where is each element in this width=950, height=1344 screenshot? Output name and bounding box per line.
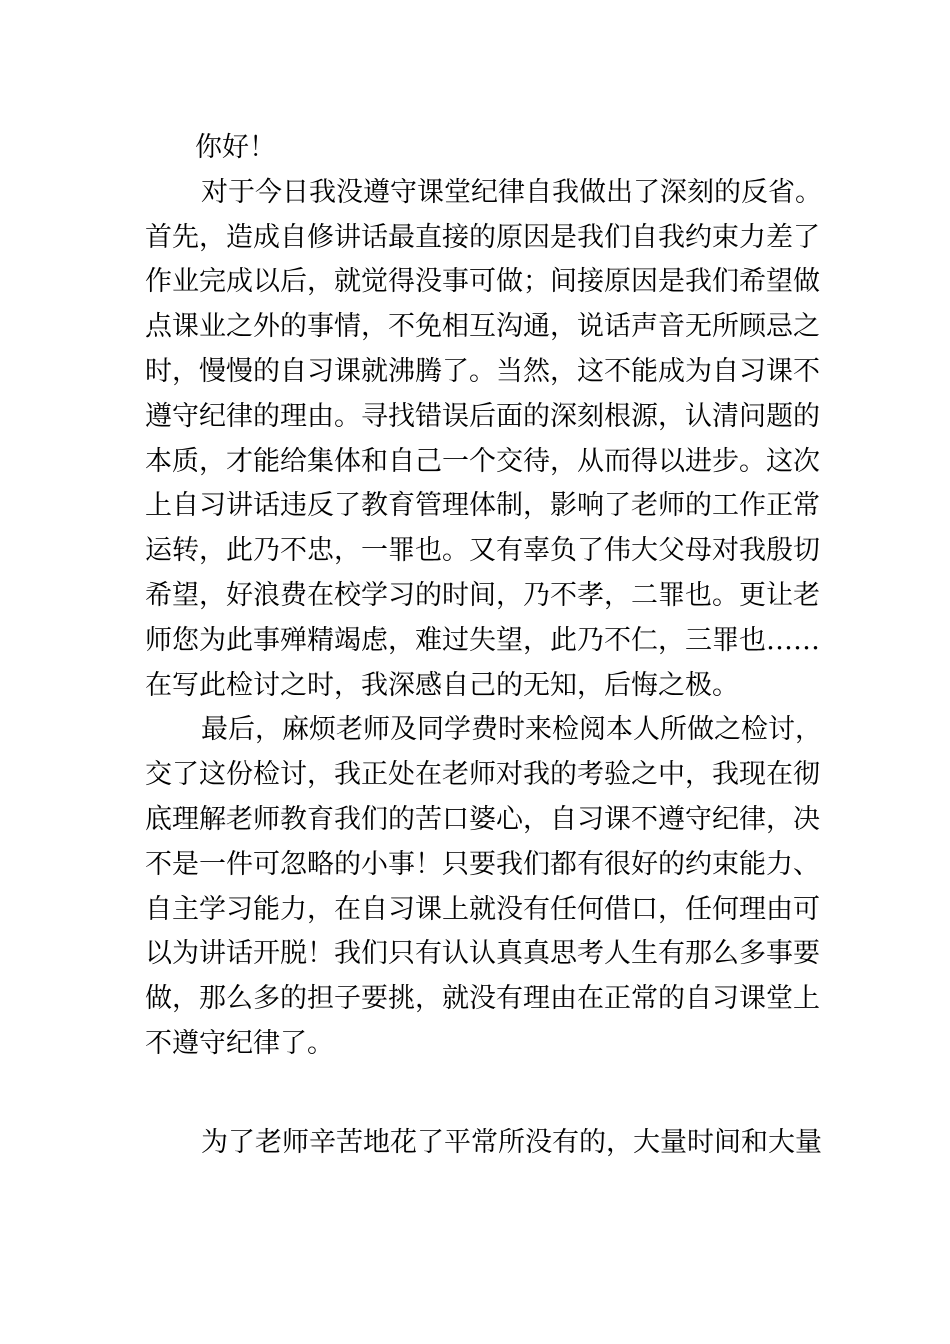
paragraph-line: 点课业之外的事情，不免相互沟通，说话声音无所顾忌之 xyxy=(145,311,820,343)
paragraph-line: 运转，此乃不忠，一罪也。又有辜负了伟大父母对我殷切 xyxy=(145,535,820,567)
paragraph-line: 不是一件可忽略的小事！只要我们都有很好的约束能力、 xyxy=(145,848,820,880)
letter-body xyxy=(145,126,822,1166)
paragraph-line: 不遵守纪律了。 xyxy=(145,1027,334,1059)
paragraph-spacer xyxy=(145,1067,815,1121)
paragraph-line: 本质，才能给集体和自己一个交待，从而得以进步。这次 xyxy=(145,445,820,477)
paragraph-line: 以为讲话开脱！我们只有认认真真思考人生有那么多事要 xyxy=(145,938,820,970)
paragraph-line: 在写此检讨之时，我深感自己的无知，后悔之极。 xyxy=(145,669,739,701)
paragraph-line: 希望，好浪费在校学习的时间，乃不孝，二罪也。更让老 xyxy=(145,579,820,611)
paragraph-line: 最后，麻烦老师及同学费时来检阅本人所做之检讨， xyxy=(201,714,822,746)
paragraph-line: 上自习讲话违反了教育管理体制，影响了老师的工作正常 xyxy=(145,490,820,522)
paragraph-2 xyxy=(145,708,822,1066)
paragraph-line: 对于今日我没遵守课堂纪律自我做出了深刻的反省。 xyxy=(201,176,822,208)
paragraph-line: 遵守纪律的理由。寻找错误后面的深刻根源，认清问题的 xyxy=(145,400,820,432)
paragraph-3 xyxy=(145,1121,822,1166)
paragraph-line: 首先，造成自修讲话最直接的原因是我们自我约束力差了 xyxy=(145,221,820,253)
paragraph-line: 作业完成以后，就觉得没事可做；间接原因是我们希望做 xyxy=(145,266,820,298)
paragraph-line: 师您为此事殚精竭虑，难过失望，此乃不仁，三罪也…… xyxy=(145,624,820,656)
paragraph-line: 底理解老师教育我们的苦口婆心，自习课不遵守纪律，决 xyxy=(145,803,820,835)
paragraph-1 xyxy=(145,171,822,709)
paragraph-line: 做，那么多的担子要挑，就没有理由在正常的自习课堂上 xyxy=(145,983,820,1015)
paragraph-line: 为了老师辛苦地花了平常所没有的，大量时间和大量 xyxy=(201,1126,822,1158)
paragraph-line: 交了这份检讨，我正处在老师对我的考验之中，我现在彻 xyxy=(145,759,820,791)
paragraph-line: 时，慢慢的自习课就沸腾了。当然，这不能成为自习课不 xyxy=(145,355,820,387)
paragraph-line: 自主学习能力，在自习课上就没有任何借口，任何理由可 xyxy=(145,893,820,925)
greeting: 你好！ xyxy=(195,132,276,163)
